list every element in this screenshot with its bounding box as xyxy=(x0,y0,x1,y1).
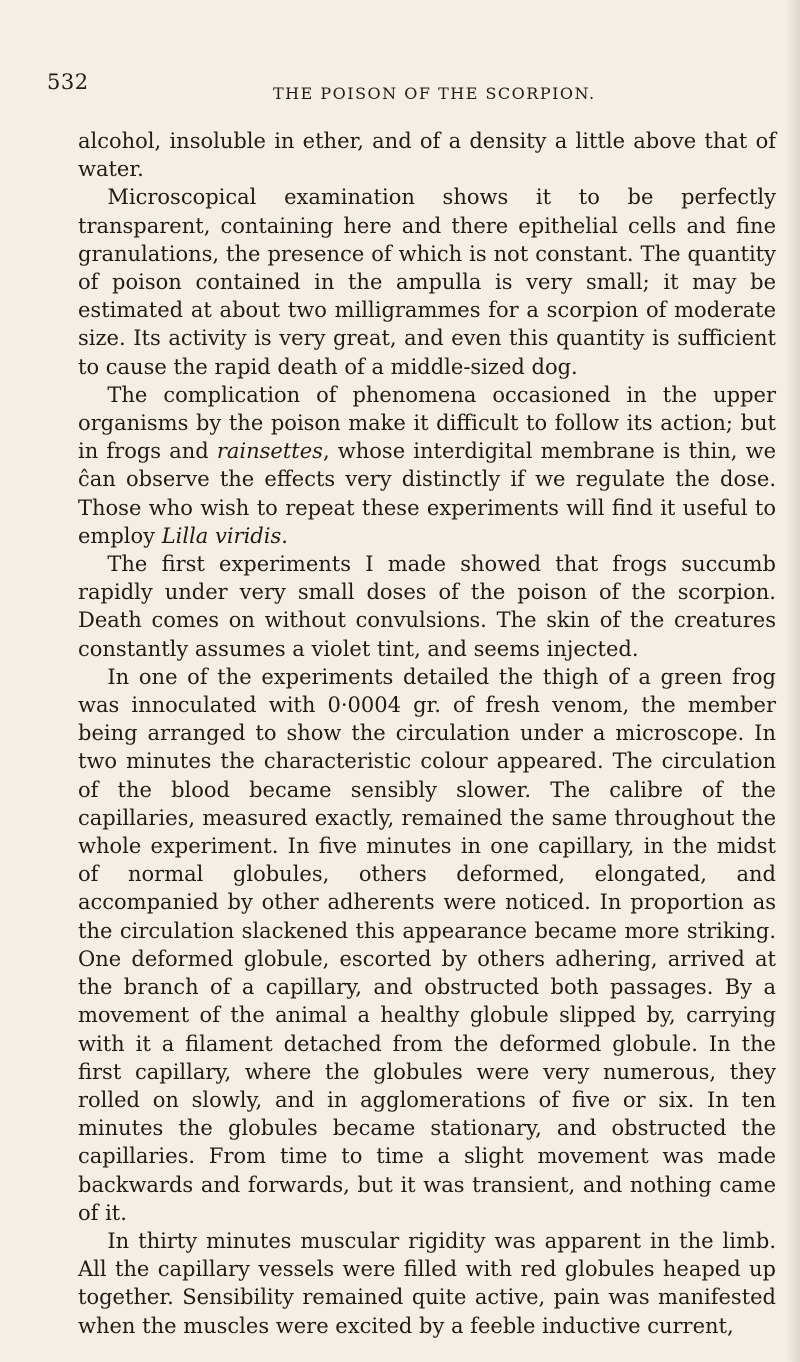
paragraph xyxy=(78,127,776,183)
paragraph xyxy=(78,550,776,663)
paragraph xyxy=(78,663,776,1227)
running-header: THE POISON OF THE SCORPION. xyxy=(273,84,596,103)
paragraph-text: , whose interdigital membrane is thin, we ĉan observe the effects very distinctly if we regulate the dose. Those who wish to repeat these experiments will find it useful to employ xyxy=(78,439,776,548)
paragraph-text: In thirty minutes muscular rigidity was apparent in the limb. All the capillary vessels were filled with red globules heaped up together. Sensibility remained quite active, pain was manifested when the muscles were excited by a feeble inductive current, xyxy=(78,1228,776,1338)
paragraph-text: Microscopical examination shows it to be perfectly transparent, containing here and there epithelial cells and fine granulations, the presence of which is not constant. The quantity of poison contained in the ampulla is very small; it may be estimated at about two milligrammes for a scorpion of moderate size. Its activity is very great, and even this quantity is sufficient to cause the rapid death of a middle-sized dog. xyxy=(78,185,776,379)
paragraph-text: The first experiments I made showed that frogs succumb rapidly under very small doses of the poison of the scorpion. Death comes on without convulsions. The skin of the creatures constantly assumes a violet tint, and seems injected. xyxy=(78,552,776,661)
paragraph-text: . xyxy=(281,523,288,548)
italic-term: Lilla viridis xyxy=(161,523,282,548)
paragraph xyxy=(78,1227,776,1340)
paragraph-text: In one of the experiments detailed the thigh of a green frog was innoculated with 0·0004 gr. of fresh venom, the member being arranged to show the circulation under a microscope. In two minutes the characteristic colour appeared. The circulation of the blood became sensibly slower. The calibre of the capillaries, measured exactly, remained the same throughout the whole experiment. In five minutes in one capillary, in the midst of normal globules, others deformed, elongated, and accompanied by other adherents were noticed. In proportion as the circulation slackened this appearance became more striking. One deformed globule, escorted by others adhering, arrived at the branch of a capillary, and obstructed both passages. By a movement of the animal a healthy globule slipped by, carrying with it a filament detached from the deformed globule. In the first capillary, where the globules were very numerous, they rolled on slowly, and in agglomerations of five or six. In ten minutes the globules became stationary, and obstructed the capillaries. From time to time a slight movement was made backwards and forwards, but it was transient, and nothing came of it. xyxy=(78,664,776,1225)
paragraph xyxy=(78,381,776,550)
paragraph xyxy=(78,183,776,380)
page-edge-shadow xyxy=(786,0,800,1362)
paragraph-text: The complication of phenomena occasioned in the upper organisms by the poison make it difficult to follow its action; but in frogs and xyxy=(78,382,776,464)
paragraph-text: alcohol, insoluble in ether, and of a density a little above that of water. xyxy=(78,129,776,182)
body-text xyxy=(78,127,776,1340)
page-number: 532 xyxy=(47,70,89,94)
italic-term: rainsettes xyxy=(216,439,323,464)
